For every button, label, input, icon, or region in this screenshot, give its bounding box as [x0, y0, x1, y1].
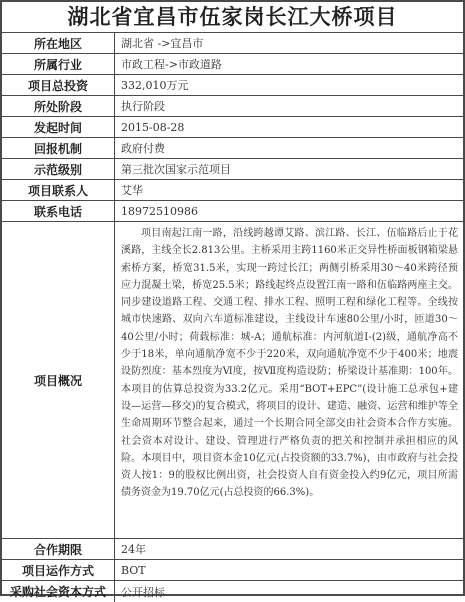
overview-text: 项目南起江南一路，沿线跨越谭艾路、滨江路、长江、伍临路后止于花溪路，主线全长2.813公里。主桥采用主跨1160米正交异性桥面板钢箱梁悬索桥方案，桥宽31.5米，实现一跨过长江；两侧引桥采用30～40米跨径预应力混凝土梁，桥宽25.5米；路线起终点设置江南一路和伍临路两座主交。同步建设道路工程、交通工程、排水工程、照明工程和绿化工程等。全线按城市快速路、双向六车道标准建设，主线设计车速80公里/小时，匝道30～40公里/小时；荷载标准：城-A；通航标准：内河航道Ⅰ-(2)级，通航净高不少于18米，单向通航净宽不少于220米，双向通航净宽不少于400米；地震设防烈度：基本烈度为Ⅵ度，按Ⅶ度构造设防；桥梁设计基准期：100年。本项目的估算总投资为33.2亿元。采用“BOT+EPC”(设计施工总承包+建设—运营—移交)的复合模式，将项目的设计、建造、融资、运营和维护等全生命周期环节整合起来，通过一个长期合同全部交由社会资本合作方实施。社会资本对设计、建设、管理进行严格负责的把关和控制并承担相应的风险。本项目中，项目资本金10亿元(占投资额的33.7%)，由市政府与社会投资人按1：9的股权比例出资，社会投资人自有资金投入约9亿元，项目所需债务资金为19.70亿元(占总投资的66.3%)。: [115, 222, 463, 539]
start-date-value: 2015-08-28: [115, 117, 463, 138]
sheet-title: 湖北省宜昌市伍家岗长江大桥项目: [2, 2, 463, 33]
return-mechanism-value: 政府付费: [115, 138, 463, 159]
procurement-method-label: 采购社会资本方式: [2, 581, 115, 602]
cooperation-period-value: 24年: [115, 539, 463, 560]
start-date-label: 发起时间: [2, 117, 115, 138]
operation-mode-value: BOT: [115, 560, 463, 581]
region-value: 湖北省 ->宜昌市: [115, 33, 463, 54]
contact-person-label: 项目联系人: [2, 180, 115, 201]
info-table: [2, 33, 463, 602]
region-label: 所在地区: [2, 33, 115, 54]
procurement-method-value: 公开招标: [121, 585, 165, 599]
total-investment-value: 332,010万元: [115, 75, 463, 96]
contact-person-value: 艾华: [115, 180, 463, 201]
cooperation-period-label: 合作期限: [2, 539, 115, 560]
operation-mode-label: 项目运作方式: [2, 560, 115, 581]
demo-level-value: 第三批次国家示范项目: [115, 159, 463, 180]
stage-value: 执行阶段: [115, 96, 463, 117]
overview-label: 项目概况: [2, 222, 115, 539]
total-investment-label: 项目总投资: [2, 75, 115, 96]
contact-phone-value: 18972510986: [115, 201, 463, 222]
industry-value: 市政工程->市政道路: [115, 54, 463, 75]
return-mechanism-label: 回报机制: [2, 138, 115, 159]
contact-phone-label: 联系电话: [2, 201, 115, 222]
industry-label: 所属行业: [2, 54, 115, 75]
stage-label: 所处阶段: [2, 96, 115, 117]
demo-level-label: 示范级别: [2, 159, 115, 180]
